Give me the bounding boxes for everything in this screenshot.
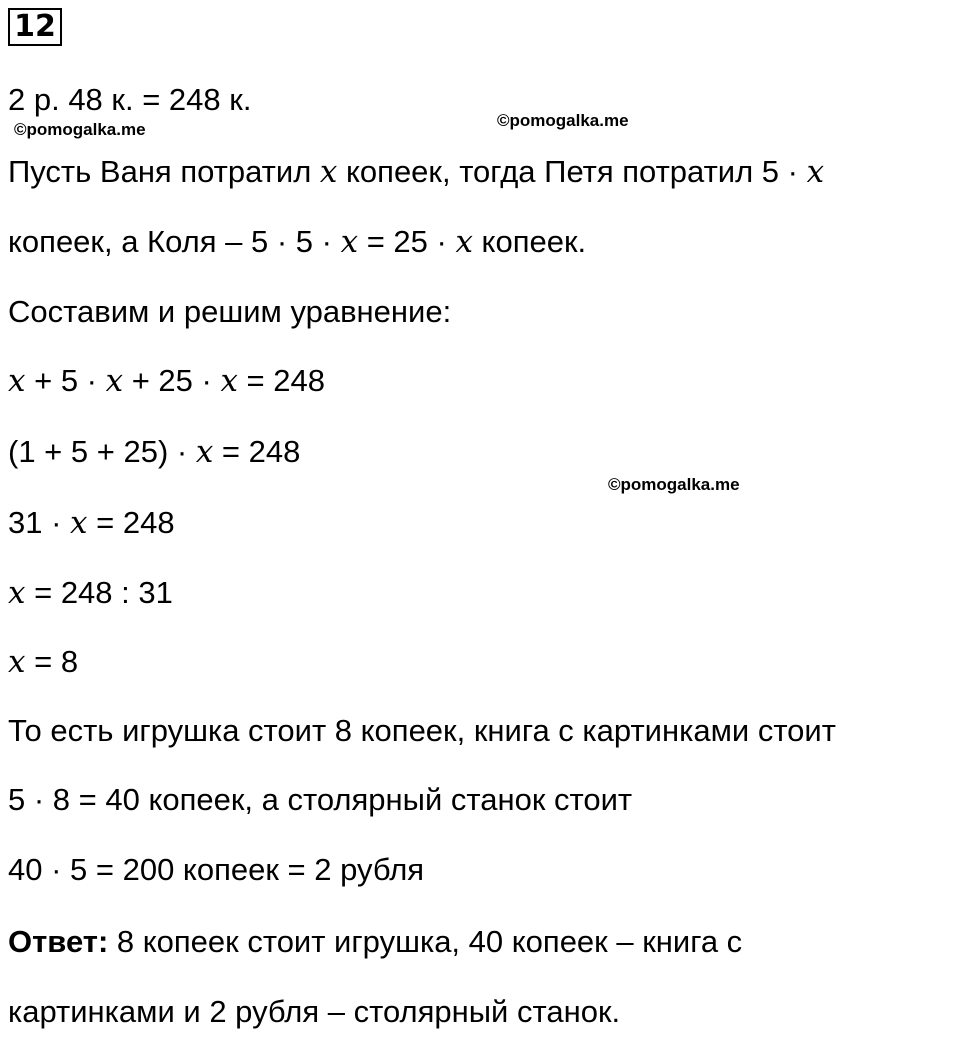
text: копеек. (472, 224, 587, 259)
equation-line-1 (8, 361, 325, 401)
book-price-line: 5 · 8 = 40 копеек, а столярный станок стоит (8, 782, 633, 817)
text: копеек, тогда Петя потратил 5 · (337, 154, 807, 189)
text: = 248 : 31 (25, 575, 173, 610)
variable-x: x (319, 154, 338, 190)
equation-line-5 (8, 642, 78, 682)
text: (1 + 5 + 25) · (8, 434, 196, 469)
variable-x: x (455, 224, 473, 260)
variable-x: x (8, 575, 26, 611)
lathe-price-line: 40 · 5 = 200 копеек = 2 рубля (8, 852, 425, 887)
toy-price-line: То есть игрушка стоит 8 копеек, книга с картинками стоит (8, 713, 836, 748)
variable-x: x (8, 363, 26, 399)
variable-x: x (195, 434, 214, 470)
let-statement-line (8, 152, 824, 192)
variable-x: x (70, 505, 88, 541)
compose-equation-line: Составим и решим уравнение: (8, 294, 452, 329)
answer-line (8, 922, 742, 962)
variable-x: x (105, 363, 124, 399)
text: = 248 (213, 434, 301, 469)
text: = 248 (87, 505, 175, 540)
text: Пусть Ваня потратил (8, 154, 320, 189)
text: 31 · (8, 505, 71, 540)
problem-number: 12 (8, 8, 62, 46)
text: = 248 (237, 363, 325, 398)
text: = 8 (25, 644, 79, 679)
variable-x: x (806, 154, 825, 190)
watermark: ©pomogalka.me (608, 475, 740, 494)
text: копеек, а Коля – 5 · 5 · (8, 224, 341, 259)
equation-line-4 (8, 573, 173, 613)
kolya-line (8, 222, 586, 262)
watermark: ©pomogalka.me (497, 111, 629, 130)
equation-line-2 (8, 432, 300, 472)
answer-text: 8 копеек стоит игрушка, 40 копеек – книга с (108, 924, 743, 959)
text: + 25 · (123, 363, 221, 398)
text: = 25 · (358, 224, 456, 259)
answer-line-continued: картинками и 2 рубля – столярный станок. (8, 994, 621, 1029)
equation-line-3 (8, 503, 175, 543)
variable-x: x (8, 644, 26, 680)
watermark: ©pomogalka.me (14, 120, 146, 139)
variable-x: x (220, 363, 238, 399)
text: + 5 · (25, 363, 106, 398)
conversion-line: 2 р. 48 к. = 248 к. (8, 82, 252, 117)
answer-label: Ответ: (8, 924, 109, 959)
variable-x: x (340, 224, 359, 260)
